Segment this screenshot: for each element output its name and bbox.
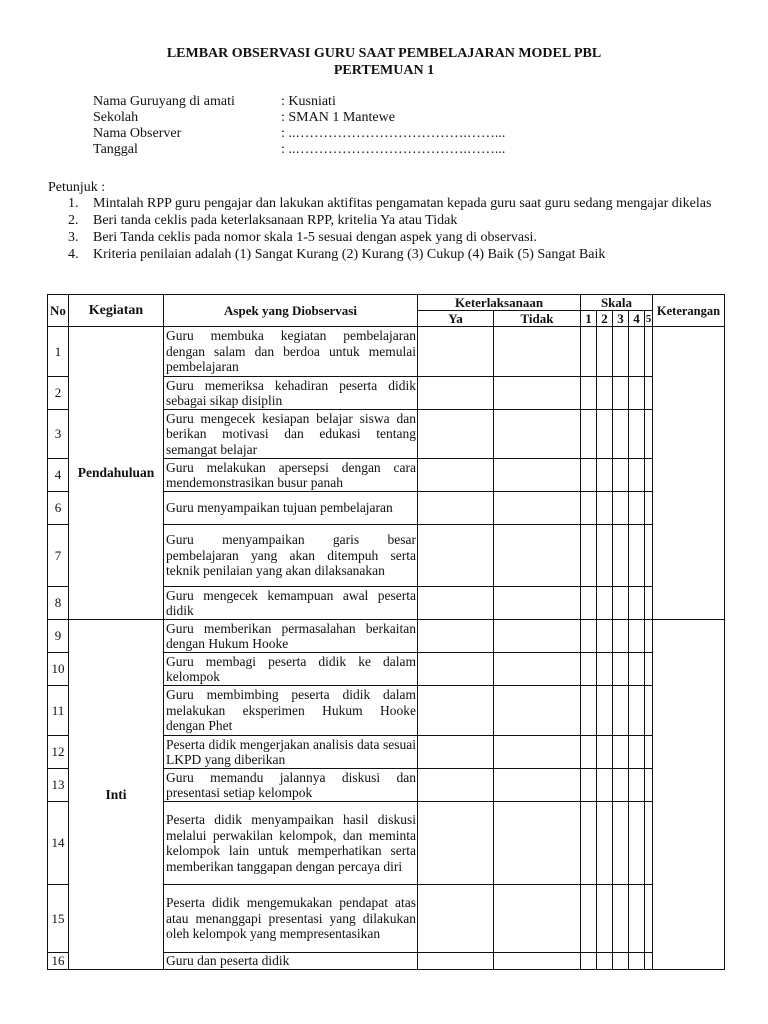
info-row-teacher	[93, 94, 505, 110]
info-row-date	[93, 142, 505, 158]
check-tidak[interactable]	[494, 377, 581, 410]
aspek-text: Peserta didik mengerjakan analisis data sesuai LKPD yang diberikan	[164, 736, 418, 769]
row-number: 16	[48, 953, 69, 970]
header-kegiatan: Kegiatan	[69, 295, 164, 327]
scale-4-cell[interactable]	[629, 459, 645, 492]
instruction-text: Beri tanda ceklis pada keterlaksanaan RPP, kritelia Ya atau Tidak	[93, 213, 458, 228]
check-ya[interactable]	[418, 885, 494, 953]
scale-2-cell[interactable]	[597, 686, 613, 736]
scale-1-cell[interactable]	[581, 620, 597, 653]
row-number: 13	[48, 769, 69, 802]
row-number: 7	[48, 525, 69, 587]
aspek-text: Guru menyampaikan tujuan pembelajaran	[164, 492, 418, 525]
scale-1-cell[interactable]	[581, 525, 597, 587]
aspek-text: Guru membagi peserta didik ke dalam kelompok	[164, 653, 418, 686]
scale-5-cell[interactable]	[645, 885, 653, 953]
scale-3-cell[interactable]	[613, 686, 629, 736]
info-label: Tanggal	[93, 142, 138, 157]
aspek-text: Guru melakukan apersepsi dengan cara mendemonstrasikan busur panah	[164, 459, 418, 492]
info-value: : SMAN 1 Mantewe	[281, 110, 395, 125]
scale-4-cell[interactable]	[629, 953, 645, 970]
scale-3-cell[interactable]	[613, 802, 629, 885]
scale-5-cell[interactable]	[645, 620, 653, 653]
scale-1-cell[interactable]	[581, 459, 597, 492]
scale-1-cell[interactable]	[581, 492, 597, 525]
info-label: Sekolah	[93, 110, 139, 125]
scale-3-cell[interactable]	[613, 525, 629, 587]
check-ya[interactable]	[418, 410, 494, 459]
identity-info	[93, 94, 505, 158]
scale-5-cell[interactable]	[645, 953, 653, 970]
kegiatan-inti: Inti	[69, 620, 164, 970]
document-title: LEMBAR OBSERVASI GURU SAAT PEMBELAJARAN MODEL PBL	[166, 46, 602, 61]
instruction-number: 3.	[68, 230, 79, 245]
scale-2-cell[interactable]	[597, 377, 613, 410]
scale-2-cell[interactable]	[597, 953, 613, 970]
scale-2-cell[interactable]	[597, 620, 613, 653]
instruction-item	[68, 229, 721, 246]
check-ya[interactable]	[418, 525, 494, 587]
scale-4-cell[interactable]	[629, 653, 645, 686]
scale-2-cell[interactable]	[597, 525, 613, 587]
check-tidak[interactable]	[494, 327, 581, 377]
scale-3-cell[interactable]	[613, 953, 629, 970]
instructions-list	[68, 195, 721, 263]
check-tidak[interactable]	[494, 885, 581, 953]
kegiatan-pendahuluan: Pendahuluan	[69, 327, 164, 620]
header-skala: Skala	[581, 295, 653, 311]
check-tidak[interactable]	[494, 587, 581, 620]
scale-5-cell[interactable]	[645, 525, 653, 587]
info-row-observer	[93, 126, 505, 142]
check-ya[interactable]	[418, 736, 494, 769]
header-scale-5: 5	[645, 312, 652, 325]
check-ya[interactable]	[418, 653, 494, 686]
row-number: 9	[48, 620, 69, 653]
aspek-text: Guru dan peserta didik	[164, 953, 418, 970]
instruction-number: 2.	[68, 213, 79, 228]
scale-3-cell[interactable]	[613, 736, 629, 769]
scale-3-cell[interactable]	[613, 459, 629, 492]
check-ya[interactable]	[418, 953, 494, 970]
scale-2-cell[interactable]	[597, 587, 613, 620]
scale-4-cell[interactable]	[629, 736, 645, 769]
scale-1-cell[interactable]	[581, 736, 597, 769]
scale-4-cell[interactable]	[629, 686, 645, 736]
header-tidak: Tidak	[494, 311, 581, 327]
scale-4-cell[interactable]	[629, 377, 645, 410]
info-value: : ..……………………………….……...	[281, 126, 506, 141]
scale-4-cell[interactable]	[629, 769, 645, 802]
row-number: 8	[48, 587, 69, 620]
keterangan-cell[interactable]	[653, 620, 725, 970]
scale-4-cell[interactable]	[629, 802, 645, 885]
scale-5-cell[interactable]	[645, 802, 653, 885]
document-subtitle: PERTEMUAN 1	[333, 63, 435, 78]
scale-5-cell[interactable]	[645, 769, 653, 802]
check-tidak[interactable]	[494, 802, 581, 885]
scale-4-cell[interactable]	[629, 620, 645, 653]
scale-5-cell[interactable]	[645, 410, 653, 459]
row-number: 12	[48, 736, 69, 769]
check-tidak[interactable]	[494, 736, 581, 769]
scale-1-cell[interactable]	[581, 885, 597, 953]
info-value: : Kusniati	[281, 94, 336, 109]
scale-4-cell[interactable]	[629, 525, 645, 587]
check-tidak[interactable]	[494, 525, 581, 587]
scale-5-cell[interactable]	[645, 492, 653, 525]
info-row-school	[93, 110, 505, 126]
instruction-text: Kriteria penilaian adalah (1) Sangat Kurang (2) Kurang (3) Cukup (4) Baik (5) Sangat Baik	[93, 247, 606, 262]
row-number: 1	[48, 327, 69, 377]
scale-2-cell[interactable]	[597, 459, 613, 492]
row-number: 2	[48, 377, 69, 410]
table-row	[48, 620, 725, 653]
aspek-text: Guru membuka kegiatan pembelajaran dengan salam dan berdoa untuk memulai pembelajaran	[164, 327, 418, 377]
check-ya[interactable]	[418, 620, 494, 653]
check-ya[interactable]	[418, 377, 494, 410]
aspek-text: Guru mengecek kesiapan belajar siswa dan berikan motivasi dan edukasi tentang semangat belajar	[164, 410, 418, 459]
check-ya[interactable]	[418, 492, 494, 525]
header-scale-3: 3	[613, 311, 629, 327]
scale-1-cell[interactable]	[581, 377, 597, 410]
row-number: 15	[48, 885, 69, 953]
scale-5-cell[interactable]	[645, 686, 653, 736]
scale-3-cell[interactable]	[613, 885, 629, 953]
scale-3-cell[interactable]	[613, 410, 629, 459]
table-row	[48, 327, 725, 377]
aspek-text: Peserta didik mengemukakan pendapat atas atau menanggapi presentasi yang dilakukan oleh kelompok yang mempresentasikan	[164, 885, 418, 953]
row-number: 4	[48, 459, 69, 492]
aspek-text: Guru menyampaikan garis besar pembelajaran yang akan ditempuh serta teknik penilaian yang akan dilaksanakan	[164, 525, 418, 587]
instruction-text: Beri Tanda ceklis pada nomor skala 1-5 sesuai dengan aspek yang di observasi.	[93, 230, 537, 245]
scale-5-cell[interactable]	[645, 327, 653, 377]
scale-2-cell[interactable]	[597, 327, 613, 377]
scale-5-cell[interactable]	[645, 459, 653, 492]
header-keterlaksanaan: Keterlaksanaan	[418, 295, 581, 311]
row-number: 11	[48, 686, 69, 736]
check-ya[interactable]	[418, 327, 494, 377]
row-number: 6	[48, 492, 69, 525]
info-label: Nama Guruyang di amati	[93, 94, 235, 109]
check-tidak[interactable]	[494, 620, 581, 653]
scale-3-cell[interactable]	[613, 653, 629, 686]
row-number: 14	[48, 802, 69, 885]
scale-3-cell[interactable]	[613, 327, 629, 377]
header-aspek: Aspek yang Diobservasi	[164, 295, 418, 327]
header-keterangan: Keterangan	[653, 295, 725, 327]
aspek-text: Guru membimbing peserta didik dalam melakukan eksperimen Hukum Hooke dengan Phet	[164, 686, 418, 736]
instruction-number: 4.	[68, 247, 79, 262]
scale-1-cell[interactable]	[581, 327, 597, 377]
aspek-text: Guru memandu jalannya diskusi dan presentasi setiap kelompok	[164, 769, 418, 802]
scale-5-cell[interactable]	[645, 653, 653, 686]
scale-1-cell[interactable]	[581, 587, 597, 620]
row-number: 10	[48, 653, 69, 686]
header-ya: Ya	[418, 311, 494, 327]
scale-2-cell[interactable]	[597, 492, 613, 525]
scale-1-cell[interactable]	[581, 769, 597, 802]
instruction-item	[68, 212, 721, 229]
instruction-text: Mintalah RPP guru pengajar dan lakukan aktifitas pengamatan kepada guru saat guru sedang mengajar dikelas	[93, 196, 712, 211]
row-number: 3	[48, 410, 69, 459]
observation-table	[47, 294, 725, 970]
aspek-text: Guru memeriksa kehadiran peserta didik sebagai sikap disiplin	[164, 377, 418, 410]
aspek-text: Guru memberikan permasalahan berkaitan dengan Hukum Hooke	[164, 620, 418, 653]
instruction-item	[68, 195, 721, 212]
scale-2-cell[interactable]	[597, 802, 613, 885]
header-scale-4: 4	[629, 311, 645, 327]
keterangan-cell[interactable]	[653, 327, 725, 620]
scale-4-cell[interactable]	[629, 327, 645, 377]
aspek-text: Guru mengecek kemampuan awal peserta didik	[164, 587, 418, 620]
scale-3-cell[interactable]	[613, 492, 629, 525]
scale-4-cell[interactable]	[629, 410, 645, 459]
scale-2-cell[interactable]	[597, 410, 613, 459]
check-ya[interactable]	[418, 686, 494, 736]
aspek-text: Peserta didik menyampaikan hasil diskusi melalui perwakilan kelompok, dan meminta kelompok lain untuk memperhatikan serta memberikan tanggapan dengan percaya diri	[164, 802, 418, 885]
check-tidak[interactable]	[494, 459, 581, 492]
scale-2-cell[interactable]	[597, 885, 613, 953]
instruction-item	[68, 246, 721, 263]
scale-1-cell[interactable]	[581, 686, 597, 736]
scale-3-cell[interactable]	[613, 769, 629, 802]
check-ya[interactable]	[418, 769, 494, 802]
scale-5-cell[interactable]	[645, 736, 653, 769]
scale-3-cell[interactable]	[613, 620, 629, 653]
scale-4-cell[interactable]	[629, 587, 645, 620]
check-tidak[interactable]	[494, 492, 581, 525]
instructions-heading: Petunjuk :	[48, 180, 106, 195]
scale-1-cell[interactable]	[581, 953, 597, 970]
info-label: Nama Observer	[93, 126, 182, 141]
scale-4-cell[interactable]	[629, 492, 645, 525]
header-scale-1: 1	[581, 311, 597, 327]
scale-5-cell[interactable]	[645, 587, 653, 620]
instruction-number: 1.	[68, 196, 79, 211]
check-tidak[interactable]	[494, 653, 581, 686]
scale-1-cell[interactable]	[581, 653, 597, 686]
scale-2-cell[interactable]	[597, 736, 613, 769]
scale-2-cell[interactable]	[597, 653, 613, 686]
scale-2-cell[interactable]	[597, 769, 613, 802]
header-scale-2: 2	[597, 311, 613, 327]
check-ya[interactable]	[418, 802, 494, 885]
scale-4-cell[interactable]	[629, 885, 645, 953]
check-ya[interactable]	[418, 459, 494, 492]
scale-1-cell[interactable]	[581, 410, 597, 459]
check-tidak[interactable]	[494, 769, 581, 802]
header-no: No	[48, 295, 69, 327]
check-tidak[interactable]	[494, 410, 581, 459]
info-value: : ..……………………………….……...	[281, 142, 506, 157]
scale-1-cell[interactable]	[581, 802, 597, 885]
scale-5-cell[interactable]	[645, 377, 653, 410]
scale-3-cell[interactable]	[613, 587, 629, 620]
check-ya[interactable]	[418, 587, 494, 620]
check-tidak[interactable]	[494, 686, 581, 736]
scale-3-cell[interactable]	[613, 377, 629, 410]
check-tidak[interactable]	[494, 953, 581, 970]
